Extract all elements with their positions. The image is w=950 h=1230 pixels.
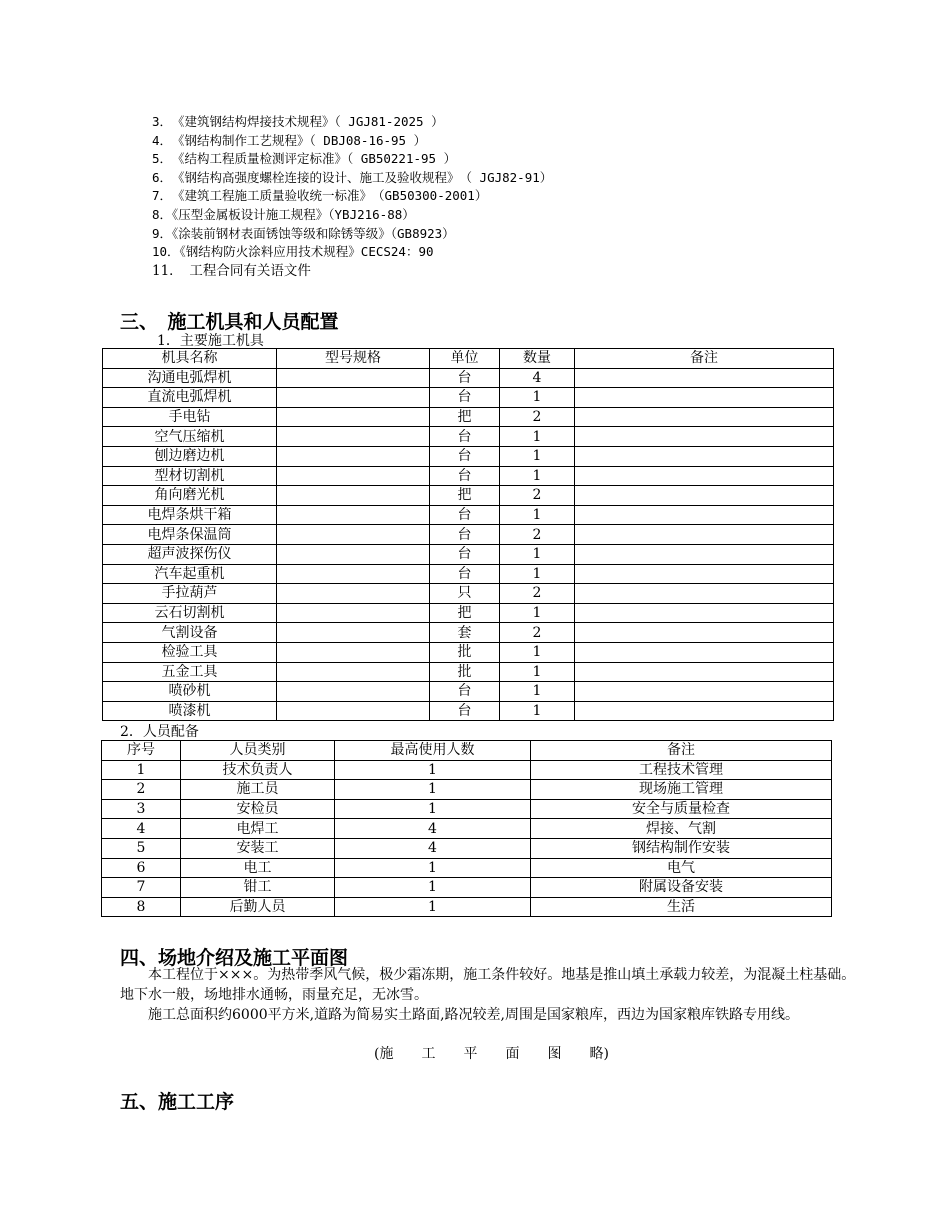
table-cell [277, 466, 430, 486]
table-cell [277, 564, 430, 584]
table-cell [575, 368, 834, 388]
table-cell: 1 [500, 564, 575, 584]
table-cell: 安全与质量检查 [531, 799, 832, 819]
table-cell: 角向磨光机 [103, 486, 277, 506]
reference-item: 10．《钢结构防火涂料应用技术规程》CECS24：90 [152, 244, 434, 260]
table-cell [277, 623, 430, 643]
table-cell: 8 [102, 897, 181, 917]
table-cell [575, 603, 834, 623]
table-cell: 五金工具 [103, 662, 277, 682]
table-cell: 台 [430, 564, 500, 584]
table-cell [277, 701, 430, 721]
table-cell: 2 [500, 623, 575, 643]
staff-table [101, 740, 832, 917]
table-cell [575, 466, 834, 486]
table-cell [575, 525, 834, 545]
column-header: 备注 [531, 741, 832, 761]
table-cell: 台 [430, 682, 500, 702]
table-row [103, 623, 834, 643]
table-row [102, 897, 832, 917]
table-cell [277, 642, 430, 662]
table-cell [277, 427, 430, 447]
column-header: 机具名称 [103, 349, 277, 369]
table-cell: 手拉葫芦 [103, 584, 277, 604]
table-cell: 沟通电弧焊机 [103, 368, 277, 388]
reference-item: 7． 《建筑工程施工质量验收统一标准》 （GB50300-2001） [152, 188, 488, 204]
table-cell: 后勤人员 [181, 897, 335, 917]
table-cell: 电焊工 [181, 819, 335, 839]
table-cell: 现场施工管理 [531, 780, 832, 800]
table-cell: 只 [430, 584, 500, 604]
table-row [103, 427, 834, 447]
table-cell: 批 [430, 642, 500, 662]
table-cell: 1 [500, 662, 575, 682]
table-cell: 1 [500, 603, 575, 623]
table-cell [575, 427, 834, 447]
table-row [102, 878, 832, 898]
table-row [103, 564, 834, 584]
table-cell [277, 505, 430, 525]
reference-item: 6． 《钢结构高强度螺栓连接的设计、施工及验收规程》 （ JGJ82-91） [152, 169, 553, 185]
table-cell: 台 [430, 544, 500, 564]
table-cell: 4 [335, 819, 531, 839]
table-row [103, 407, 834, 427]
table-cell: 把 [430, 486, 500, 506]
table-cell [277, 486, 430, 506]
table-cell: 电焊条保温筒 [103, 525, 277, 545]
table-row [102, 819, 832, 839]
table-cell: 1 [500, 427, 575, 447]
table-cell: 台 [430, 505, 500, 525]
table-cell [277, 388, 430, 408]
site-plan-caption: (施 工 平 面 图 略) [374, 1046, 609, 1062]
table-cell [575, 407, 834, 427]
table-header-row [102, 741, 832, 761]
section-heading: 三、 施工机具和人员配置 [120, 311, 339, 333]
table-cell: 1 [102, 760, 181, 780]
reference-item: 5． 《结构工程质量检测评定标准》（ GB50221-95 ） [152, 151, 457, 167]
table-cell: 2 [500, 584, 575, 604]
table-cell: 1 [500, 544, 575, 564]
table-row [103, 525, 834, 545]
table-cell [575, 388, 834, 408]
table-cell [575, 446, 834, 466]
staff-table-title: 2．人员配备 [120, 724, 199, 740]
table-cell: 4 [335, 838, 531, 858]
reference-item: 11． 工程合同有关语文件 [152, 262, 311, 279]
table-cell: 1 [500, 701, 575, 721]
table-cell [575, 505, 834, 525]
table-cell: 台 [430, 427, 500, 447]
table-cell: 云石切割机 [103, 603, 277, 623]
table-cell: 1 [335, 878, 531, 898]
table-cell: 焊接、气割 [531, 819, 832, 839]
table-cell: 生活 [531, 897, 832, 917]
column-header: 备注 [575, 349, 834, 369]
table-cell: 气割设备 [103, 623, 277, 643]
table-cell: 手电钻 [103, 407, 277, 427]
table-cell [575, 486, 834, 506]
table-cell: 2 [500, 407, 575, 427]
table-cell [575, 682, 834, 702]
section-heading: 四、场地介绍及施工平面图 [120, 947, 349, 969]
column-header: 单位 [430, 349, 500, 369]
table-cell: 4 [500, 368, 575, 388]
table-cell: 安检员 [181, 799, 335, 819]
table-cell [277, 662, 430, 682]
table-cell [277, 682, 430, 702]
table-cell: 1 [335, 897, 531, 917]
table-row [103, 505, 834, 525]
table-row [102, 760, 832, 780]
reference-item: 3． 《建筑钢结构焊接技术规程》（ JGJ81-2025 ） [152, 114, 444, 129]
site-area-paragraph: 施工总面积约6000平方米,道路为简易实土路面,路况较差,周围是国家粮库，西边为国家粮库铁路专用线。 [148, 1007, 799, 1023]
table-cell: 施工员 [181, 780, 335, 800]
reference-item: 8．《压型金属板设计施工规程》（YBJ216-88） [152, 206, 415, 222]
table-cell: 台 [430, 368, 500, 388]
table-cell: 5 [102, 838, 181, 858]
table-row [102, 838, 832, 858]
table-cell [575, 642, 834, 662]
table-cell: 钢结构制作安装 [531, 838, 832, 858]
table-cell: 汽车起重机 [103, 564, 277, 584]
table-cell: 型材切割机 [103, 466, 277, 486]
table-cell: 批 [430, 662, 500, 682]
table-cell [575, 544, 834, 564]
site-description-paragraph: 本工程位于×××。为热带季风气候，极少霜冻期，施工条件较好。地基是推山填土承载力较差，为混凝土柱基础。地下水一般，场地排水通畅，雨量充足，无冰雪。 [120, 967, 856, 1003]
table-cell [575, 701, 834, 721]
table-row [103, 466, 834, 486]
table-row [103, 446, 834, 466]
table-cell: 1 [500, 505, 575, 525]
table-row [103, 584, 834, 604]
table-row [103, 642, 834, 662]
table-cell: 1 [335, 780, 531, 800]
table-cell [575, 584, 834, 604]
table-cell: 喷漆机 [103, 701, 277, 721]
table-cell: 电工 [181, 858, 335, 878]
equipment-table [102, 348, 834, 721]
table-cell: 附属设备安装 [531, 878, 832, 898]
table-row [102, 799, 832, 819]
table-cell: 1 [500, 388, 575, 408]
table-header-row [103, 349, 834, 369]
table-row [103, 701, 834, 721]
table-cell: 把 [430, 603, 500, 623]
table-cell: 直流电弧焊机 [103, 388, 277, 408]
table-row [103, 544, 834, 564]
table-cell: 技术负责人 [181, 760, 335, 780]
table-cell: 台 [430, 466, 500, 486]
table-cell: 2 [500, 525, 575, 545]
column-header: 型号规格 [277, 349, 430, 369]
table-row [103, 682, 834, 702]
table-cell [277, 584, 430, 604]
table-cell: 1 [500, 642, 575, 662]
table-row [103, 603, 834, 623]
table-cell: 2 [500, 486, 575, 506]
table-cell: 1 [500, 682, 575, 702]
table-cell: 刨边磨边机 [103, 446, 277, 466]
reference-item: 9．《涂装前钢材表面锈蚀等级和除锈等级》（GB8923） [152, 225, 455, 241]
table-cell: 电气 [531, 858, 832, 878]
table-cell: 6 [102, 858, 181, 878]
table-cell [575, 564, 834, 584]
table-cell: 1 [500, 466, 575, 486]
table-cell: 喷砂机 [103, 682, 277, 702]
table-cell: 台 [430, 388, 500, 408]
table-cell [277, 544, 430, 564]
table-cell [575, 623, 834, 643]
table-row [103, 486, 834, 506]
table-cell [575, 662, 834, 682]
table-cell [277, 603, 430, 623]
table-cell: 3 [102, 799, 181, 819]
table-cell: 2 [102, 780, 181, 800]
column-header: 人员类别 [181, 741, 335, 761]
table-cell: 7 [102, 878, 181, 898]
table-cell: 检验工具 [103, 642, 277, 662]
table-row [102, 858, 832, 878]
table-cell: 1 [500, 446, 575, 466]
table-cell: 1 [335, 858, 531, 878]
table-row [103, 662, 834, 682]
table-cell: 套 [430, 623, 500, 643]
column-header: 最高使用人数 [335, 741, 531, 761]
column-header: 数量 [500, 349, 575, 369]
section-heading: 五、施工工序 [120, 1091, 235, 1113]
table-cell [277, 407, 430, 427]
table-row [103, 368, 834, 388]
table-cell: 超声波探伤仪 [103, 544, 277, 564]
table-cell: 1 [335, 760, 531, 780]
reference-item: 4． 《钢结构制作工艺规程》（ DBJ08-16-95 ） [152, 132, 427, 148]
table-row [103, 388, 834, 408]
table-cell: 台 [430, 701, 500, 721]
table-cell: 1 [335, 799, 531, 819]
table-cell: 台 [430, 446, 500, 466]
table-cell: 把 [430, 407, 500, 427]
table-cell: 钳工 [181, 878, 335, 898]
table-cell [277, 446, 430, 466]
table-cell: 安装工 [181, 838, 335, 858]
table-row [102, 780, 832, 800]
column-header: 序号 [102, 741, 181, 761]
table-cell: 台 [430, 525, 500, 545]
reference-list [152, 113, 552, 280]
table-cell: 电焊条烘干箱 [103, 505, 277, 525]
table-cell: 空气压缩机 [103, 427, 277, 447]
table-cell: 4 [102, 819, 181, 839]
equipment-table-title: 1．主要施工机具 [157, 333, 264, 349]
table-cell: 工程技术管理 [531, 760, 832, 780]
table-cell [277, 525, 430, 545]
table-cell [277, 368, 430, 388]
